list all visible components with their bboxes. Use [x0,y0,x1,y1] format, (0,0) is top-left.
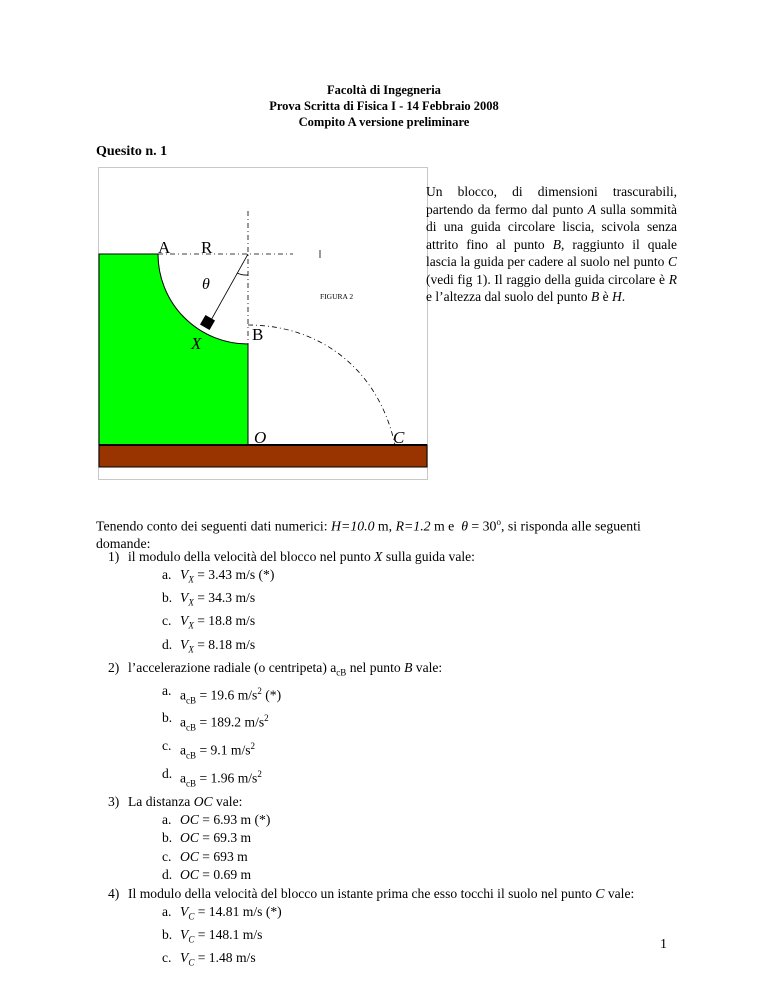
question-var: C [595,885,605,901]
question-number: 4) [108,885,120,901]
option-value: = 148.1 m/s [194,926,263,942]
option-subscript: C [188,957,195,968]
option-letter: d. [162,636,173,652]
option-letter: d. [162,867,173,883]
option-subscript: X [188,574,194,585]
intro-point-a: A [587,201,597,217]
faculty-name: Facoltà di Ingegneria [327,83,441,97]
option-subscript: cB [186,750,197,761]
option [108,566,688,589]
option-value: = 6.93 m (*) [198,811,271,827]
exam-version: Compito A versione preliminare [298,115,470,129]
option-subscript: cB [186,694,197,705]
option-value: = 189.2 m/s [196,714,265,730]
question-subscript: cB [336,667,347,678]
label-figure: FIGURA 2 [320,292,354,301]
question-var: B [404,659,413,675]
option-value: = 693 m [198,848,248,864]
label-r: R [201,238,213,257]
intro-height: H [611,289,622,304]
data-theta: θ [461,518,468,534]
option-subscript: cB [186,778,197,789]
question-text: vale: [604,885,635,901]
intro-text: è [599,289,612,304]
option-letter: b. [162,830,173,846]
label-x: X [191,334,202,353]
physics-figure [98,167,428,480]
option-symbol: V [180,903,189,919]
option [108,682,688,710]
option-letter: c. [162,950,172,966]
label-c: C [393,428,405,447]
data-r: R=1.2 [395,518,431,534]
option [108,589,688,612]
option-value: = 1.48 m/s [194,950,256,966]
question-var: OC [193,793,213,809]
question-2-options [108,682,688,793]
question-number: 3) [108,793,120,809]
option-symbol: OC [180,848,199,864]
option-tail: (*) [261,687,282,703]
intro-text: . [621,289,626,304]
option-subscript: C [188,934,195,945]
option-subscript: X [188,597,194,608]
option-value: = 9.1 m/s [196,742,251,758]
intro-radius: R [668,271,677,287]
option-letter: a. [162,811,172,827]
data-text: m e [430,518,458,534]
option-letter: c. [162,613,172,629]
question-text: Il modulo della velocità del blocco un istante prima che esso tocchi il suolo nel punto [128,885,596,901]
label-theta: θ [202,276,210,293]
option-superscript: 2 [264,713,269,724]
option-symbol: a [180,742,187,758]
intro-text: e l’altezza dal suolo del punto [426,289,591,304]
option-letter: d. [162,765,173,781]
ground [99,445,427,467]
document-header [0,82,768,130]
option-symbol: V [180,567,189,582]
option-subscript: X [188,644,194,655]
page-number: 1 [660,937,667,952]
label-b: B [252,325,264,344]
option-value: = 0.69 m [198,867,252,883]
question-text: nel punto [346,659,405,675]
option [108,737,688,765]
option-symbol: V [180,636,189,652]
question-4 [108,885,688,903]
option-letter: c. [162,848,172,864]
question-list [108,548,688,972]
question-number: 1) [108,549,120,564]
option-value: = 8.18 m/s [193,636,256,652]
option [108,848,688,867]
question-number: 2) [108,659,120,675]
option-subscript: cB [186,722,197,733]
question-2 [108,659,688,682]
intro-text: , raggiunto il quale lascia la guida per cadere al suolo nel punto [426,236,677,269]
option-letter: a. [162,682,172,698]
option-superscript: 2 [250,741,256,752]
data-text: = 30 [467,518,497,534]
option-value: = 34.3 m/s [193,590,256,606]
option [108,636,688,659]
option [108,765,688,793]
question-text: La distanza [128,793,194,809]
option-letter: b. [162,590,173,606]
question-text: vale: [212,793,243,809]
question-3-options [108,811,688,885]
option-letter: c. [162,738,172,754]
intro-text: sulla sommità di una guida circolare liscia, scivola senza attrito fino al punto [426,201,678,252]
option-letter: b. [162,710,173,726]
option-value: = 3.43 m/s (*) [193,567,275,582]
option-subscript: X [188,621,194,632]
option-symbol: a [180,687,187,703]
option-symbol: V [180,590,189,606]
data-h: H=10.0 [331,518,375,534]
option-superscript: 2 [257,768,262,779]
option-value: = 69.3 m [198,830,252,846]
option-value: = 18.8 m/s [193,613,256,629]
option-letter: a. [162,903,172,919]
question-1-options [108,566,688,659]
question-title: Quesito n. 1 [96,144,168,159]
option-value: = 1.96 m/s [196,770,258,786]
degree-symbol: o [496,517,501,527]
data-text: Tenendo conto dei seguenti dati numerici: [96,518,332,534]
question-text: l’accelerazione radiale (o centripeta) a [128,659,337,675]
option [108,903,688,926]
option-value: = 14.81 m/s (*) [194,903,282,919]
option [108,709,688,737]
option [108,612,688,635]
question-text: sulla guida vale: [382,549,475,564]
option-symbol: a [180,770,187,786]
option-symbol: V [180,950,189,966]
intro-text: (vedi fig 1). Il raggio della guida circolare è [426,271,669,287]
option-subscript: C [188,911,195,922]
intro-point-b: B [590,289,600,304]
option-letter: b. [162,926,173,942]
option [108,949,688,972]
label-a: A [158,238,171,257]
option-symbol: OC [180,867,199,883]
option [108,829,688,848]
option-symbol: V [180,926,189,942]
option-symbol: OC [180,811,199,827]
option [108,866,688,885]
option-superscript: 2 [257,685,262,696]
question-var: X [374,549,383,564]
data-text: m, [374,518,396,534]
option-symbol: V [180,613,189,629]
option [108,926,688,949]
intro-point-b: B [552,236,561,252]
numerical-data [96,514,676,552]
data-text: , si risponda alle seguenti domande: [96,518,641,551]
question-4-options [108,903,688,973]
option [108,811,688,830]
figure-svg [98,167,428,480]
option-symbol: OC [180,830,199,846]
intro-point-c: C [667,254,677,269]
label-o: O [254,428,267,447]
question-1 [108,548,688,566]
exam-title: Prova Scritta di Fisica I - 14 Febbraio 2008 [269,99,499,113]
intro-text: Un blocco, di dimensioni trascurabili, partendo da fermo dal punto [426,184,677,217]
option-symbol: a [180,714,187,730]
question-text: il modulo della velocità del blocco nel punto [128,549,375,564]
problem-statement [426,183,677,306]
option-letter: a. [162,567,172,582]
option-value: = 19.6 m/s [196,687,258,703]
question-3 [108,793,688,811]
question-text: vale: [412,659,443,675]
